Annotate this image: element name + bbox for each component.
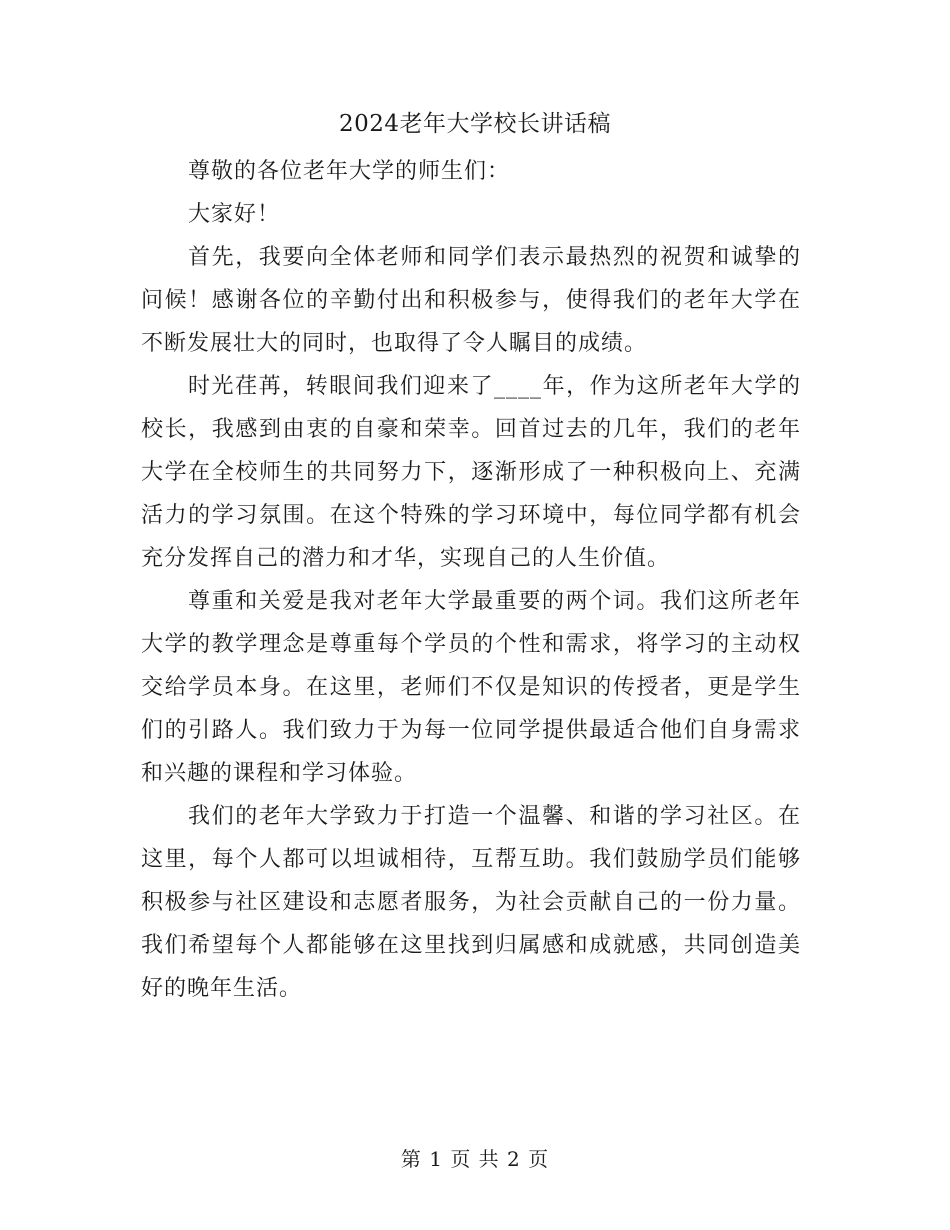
greeting: 大家好！ (188, 202, 281, 227)
page-footer: 第 1 页 共 2 页 (400, 1147, 550, 1171)
paragraph-2: 时光荏苒，转眼间我们迎来了____年，作为这所老年大学的校长，我感到由衷的自豪和荣幸。回首过去的几年，我们的老年大学在全校师生的共同努力下，逐渐形成了一种积极向上、充满活力的学习氛围。在这个特殊的学习环境中，每位同学都有机会充分发挥自己的潜力和才华，实现自己的人生价值。 (141, 374, 801, 571)
paragraph-1: 首先，我要向全体老师和同学们表示最热烈的祝贺和诚挚的问候！感谢各位的辛勤付出和积极参与，使得我们的老年大学在不断发展壮大的同时，也取得了令人瞩目的成绩。 (141, 245, 801, 356)
paragraph-3: 尊重和关爱是我对老年大学最重要的两个词。我们这所老年大学的教学理念是尊重每个学员的个性和需求，将学习的主动权交给学员本身。在这里，老师们不仅是知识的传授者，更是学生们的引路人。我们致力于为每一位同学提供最适合他们自身需求和兴趣的课程和学习体验。 (141, 589, 801, 786)
document-title: 2024老年大学校长讲话稿 (338, 111, 612, 137)
document-body (141, 150, 801, 1010)
salutation: 尊敬的各位老年大学的师生们： (188, 159, 511, 184)
paragraph-4: 我们的老年大学致力于打造一个温馨、和谐的学习社区。在这里，每个人都可以坦诚相待，互帮互助。我们鼓励学员们能够积极参与社区建设和志愿者服务，为社会贡献自己的一份力量。我们希望每个人都能够在这里找到归属感和成就感，共同创造美好的晚年生活。 (141, 804, 801, 1001)
